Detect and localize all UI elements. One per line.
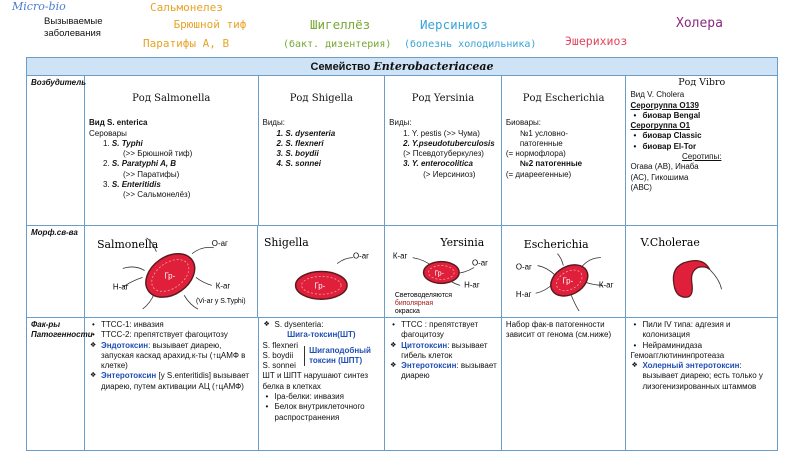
factors-vibrio: • Пили IV типа: адгезия и колонизация • Нейраминидаза Гемоагглютининпротеаза ❖ Холерный энтеротоксин: вызывает диарею; есть только у лизогенизированных штаммов — [626, 318, 777, 450]
escherichia-o-antigen: О-аг — [515, 262, 532, 272]
morph-yersinia — [385, 226, 502, 317]
salmonella-o-antigen: О-аг — [211, 238, 228, 248]
header-salmonellosis: Сальмонелез — [150, 1, 223, 14]
morph-salmonella — [85, 226, 259, 317]
logo: Micro-bio — [12, 0, 66, 13]
header-typhoid: Брюшной тиф — [173, 18, 247, 31]
yersinia-note-2: биполярная — [394, 300, 434, 308]
salmonella-h-antigen: Н-аг — [112, 282, 129, 292]
shigella-gram-label: Гр- — [314, 281, 326, 291]
yersinia-morph-title: Yersinia — [440, 235, 485, 249]
pathogen-shigella: Род Shigella Виды: 1. S. dysenteria 2. S. flexneri 3. S. boydii 4. S. sonnei — [259, 76, 386, 225]
header-yersiniosis: Иерсиниоз — [420, 17, 488, 32]
escherichia-k-antigen: К-аг — [598, 280, 614, 290]
salmonella-k-antigen: К-аг — [215, 281, 231, 291]
row-label-morph: Морф.св-ва — [27, 226, 85, 317]
morph-vibrio — [626, 226, 777, 317]
escherichia-h-antigen: Н-аг — [515, 290, 532, 300]
pathogen-row — [27, 76, 777, 226]
yersinia-k-antigen: К-аг — [392, 251, 408, 261]
header-shigellosis: Шигеллёз — [310, 17, 371, 32]
factors-row — [27, 318, 777, 450]
header-shigellosis-sub: (бакт. дизентерия) — [283, 39, 392, 50]
salmonella-drawing — [85, 226, 258, 317]
salmonella-gram-label: Гр- — [164, 271, 176, 281]
family-row: Семейство Enterobacteriaceae — [27, 58, 777, 76]
escherichia-morph-title: Escherichia — [523, 237, 589, 251]
header-cholera: Холера — [676, 16, 723, 31]
salmonella-morph-title: Salmonella — [96, 237, 159, 251]
yersinia-gram-label: Гр- — [434, 270, 445, 278]
yersinia-note-3: окраска — [394, 308, 420, 316]
escherichia-drawing — [502, 226, 626, 317]
row-label-pathogen: Возбудитель — [27, 76, 85, 225]
salmonella-vi-antigen: (Vi-аг у S.Typhi) — [195, 298, 246, 306]
header-yersiniosis-sub: (болезнь холодильника) — [404, 39, 537, 50]
yersinia-drawing — [385, 226, 501, 317]
header-paratyphoid: Паратифы А, В — [143, 37, 230, 50]
morph-escherichia — [502, 226, 627, 317]
enterobacteria-table — [26, 57, 778, 451]
vibrio-morph-title: V.Cholerae — [640, 235, 701, 249]
yersinia-note-1: Световоделяются — [394, 292, 453, 300]
pathogen-escherichia: Род Escherichia Биовары: №1 условно- патогенные (= нормофлора) №2 патогенные (= диареегенные) — [502, 76, 627, 225]
morph-row — [27, 226, 777, 318]
yersinia-h-antigen: Н-аг — [464, 280, 480, 290]
pathogen-vibrio: Род Vibro Вид V. Cholera Серогруппа О139 • биовар Bengal Серогруппа О1 • биовар Classic • биовар El-Tor Серотипы: Огава (АВ), Инаба (АС), Гикошима (АВС) — [626, 76, 777, 225]
shigella-morph-title: Shigella — [264, 235, 310, 249]
factors-escherichia: Набор фак-в патогенности зависит от геномa (см.ниже) — [502, 318, 627, 450]
escherichia-gram-label: Гр- — [562, 276, 573, 286]
morph-shigella — [258, 226, 385, 317]
yersinia-o-antigen: О-аг — [472, 258, 489, 268]
factors-salmonella: • ТТСС-1: инвазия • ТТСС-2: препятствует фагоцитозу ❖ Эндотоксин: вызывает диарею, запуская каскад арахид.к-ты (↑цАМФ в клетке) ❖ Энтеротоксин [у S.enteritidis] вызывает диарею, путем активации АЦ (↑цАМФ) — [85, 318, 259, 450]
factors-yersinia: • ТТСС : препятствует фагоцитозу ❖ Цитотоксин: вызывает гибель клеток ❖ Энтеротоксин: вызывает диарею — [385, 318, 502, 450]
pathogen-yersinia: Род Yersinia Виды: 1. Y. pestis (>> Чума) 2. Y.pseudotuberculosis (> Псевдотуберкулез) 3. Y. enterocolitica (> Иерсиниоз) — [385, 76, 502, 225]
header-escherichiosis: Эшерихиоз — [565, 34, 628, 48]
factors-shigella: ❖ S. dysenteria: Шига-токсин(ШТ) S. flexneri S. boydii S. sonnei Шигаподобный токсин (ШПТ) ШТ и ШПТ нарушают синтез белка в клетках • Ipa-белки: инвазия • Белок внутриклеточного распространения — [259, 318, 386, 450]
diseases-label: Вызываемые заболевания — [44, 16, 103, 39]
pathogen-salmonella: Род Salmonella Вид S. enterica Серовары 1. S. Typhi (>> Брюшной тиф) 2. S. Paratyphi A, B (>> Паратифы) 3. S. Enteritidis (>> Сальмонелёз) — [85, 76, 259, 225]
vibrio-drawing — [626, 226, 777, 317]
shigella-drawing — [258, 226, 384, 317]
shigella-o-antigen: О-аг — [353, 251, 370, 261]
row-label-factors: Фак-ры Патогенности — [27, 318, 85, 450]
